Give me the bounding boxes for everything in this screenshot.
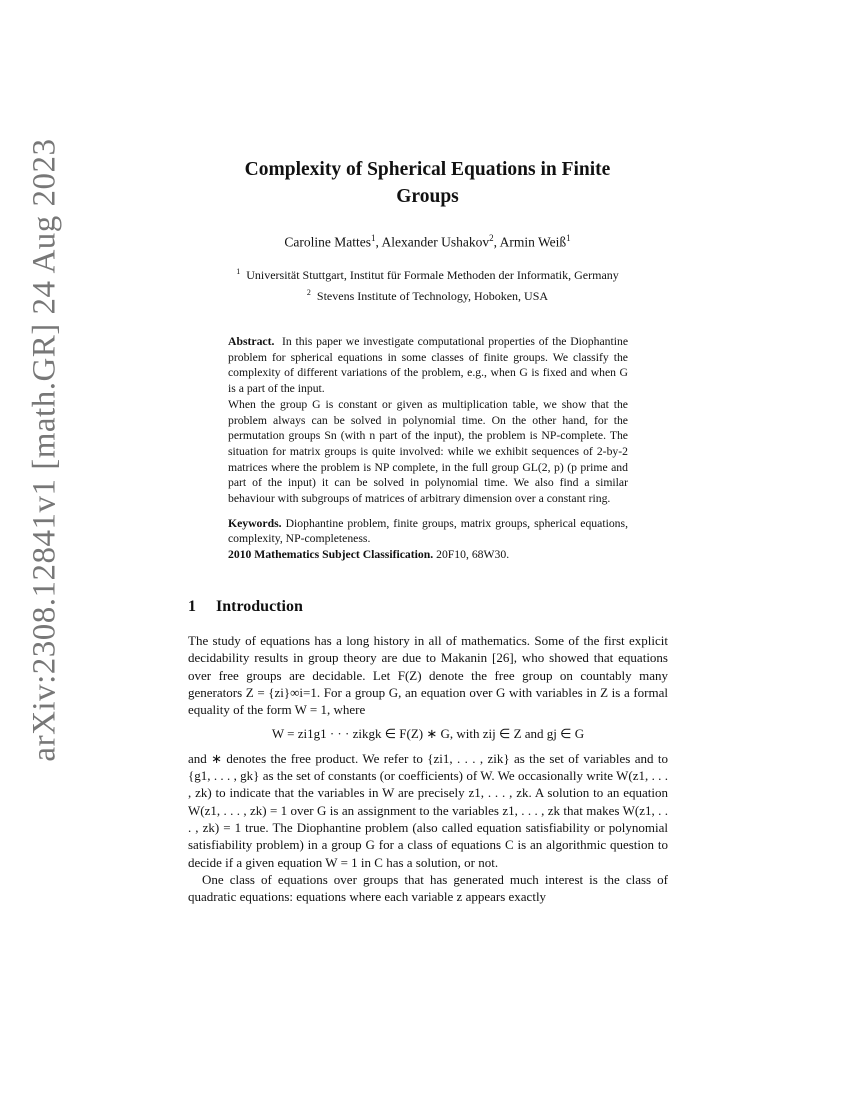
keywords-paragraph (228, 516, 628, 547)
author-mark: 2 (489, 233, 494, 243)
arxiv-sidebar (22, 138, 68, 762)
affiliation (150, 263, 705, 284)
author-mark: 1 (566, 233, 571, 243)
keywords-text: Diophantine problem, finite groups, matrix groups, spherical equations, complexity, NP-completeness. (228, 516, 628, 546)
affiliation (150, 284, 705, 305)
author-mark: 1 (370, 233, 376, 243)
affiliation-text: Stevens Institute of Technology, Hoboken, USA (316, 289, 549, 303)
author-name: Caroline Mattes (284, 234, 371, 250)
abstract-text-1: In this paper we investigate computational properties of the Diophantine problem for spherical equations in some classes of finite groups. We classify the complexity of different variations of the problem, e.g., when G is fixed and when G is a part of the input. (228, 335, 629, 396)
abstract-label: Abstract. (228, 335, 275, 348)
intro-paragraph-1: The study of equations has a long history in all of mathematics. Some of the first explicit decidability results in group theory are due to Makanin [26], who showed that equations over free groups are decidable. Let F(Z) denote the free group on countably many generators Z = {zi}∞i=1. For a group G, an equation over G with variables in Z is a formal equality of the form W = 1, where (188, 633, 668, 718)
msc-text: 20F10, 68W30. (436, 548, 510, 562)
arxiv-identifier: arXiv:2308.12841v1 [math.GR] 24 Aug 2023 (26, 138, 63, 762)
intro-paragraph-3: One class of equations over groups that has generated much interest is the class of quadratic equations: equations where each variable z appears exactly (188, 871, 668, 905)
paper-title (150, 156, 705, 210)
keywords-label: Keywords. (228, 516, 282, 530)
affiliation-text: Universität Stuttgart, Institut für Formale Methoden der Informatik, Germany (246, 268, 619, 282)
author-name: Armin Weiß (499, 234, 567, 250)
abstract-paragraph-1 (228, 334, 628, 397)
intro-paragraph-2: and ∗ denotes the free product. We refer to {zi1, . . . , zik} as the set of variables and to {g1, . . . , gk} as the set of constants (or coefficients) of W. We occasionally write W(z1, . . . , zk) to indicate that the variables in W are precisely z1, . . . , zk. A solution to an equation W(z1, . . . , zk) = 1 over G is an assignment to the variables z1, . . . , zk that makes W(z1, . . . , zk) = 1 true. The Diophantine problem (also called equation satisfiability or polynomial satisfiability problem) in a group G for a class of equations C is an algorithmic question to decide if a given equation W = 1 in C has a solution, or not. (188, 750, 668, 870)
section-heading (188, 598, 303, 616)
affiliation-mark: 1 (236, 267, 241, 276)
title-line-1: Complexity of Spherical Equations in Finite (244, 159, 611, 180)
affiliations (150, 263, 705, 305)
display-equation: W = zi1g1 · · · zikgk ∈ F(Z) ∗ G, with zij ∈ Z and gj ∈ G (271, 726, 585, 742)
title-line-2: Groups (396, 186, 459, 207)
abstract (228, 334, 628, 563)
section-title: Introduction (216, 598, 303, 615)
msc-label: 2010 Mathematics Subject Classification. (228, 548, 434, 562)
section-number: 1 (188, 598, 196, 615)
msc-paragraph (228, 547, 628, 563)
author-name: Alexander Ushakov (381, 234, 490, 250)
abstract-paragraph-2: When the group G is constant or given as multiplication table, we show that the problem always can be solved in polynomial time. On the other hand, for the permutation groups Sn (with n part of the input), the problem is NP-complete. The situation for matrix groups is quite involved: while we exhibit sequences of 2-by-2 matrices where the problem is NP complete, in the full group GL(2, p) (p prime and part of the input) it can be solved in polynomial time. We also find a similar behaviour with subgroups of matrices of arbitrary dimension over a constant ring. (228, 397, 628, 506)
author-list: Caroline Mattes$^1$, Alexander Ushakov$^2$, Armin Weiß$^1$ (284, 233, 571, 250)
body-text (188, 632, 668, 905)
affiliation-mark: 2 (306, 288, 311, 297)
